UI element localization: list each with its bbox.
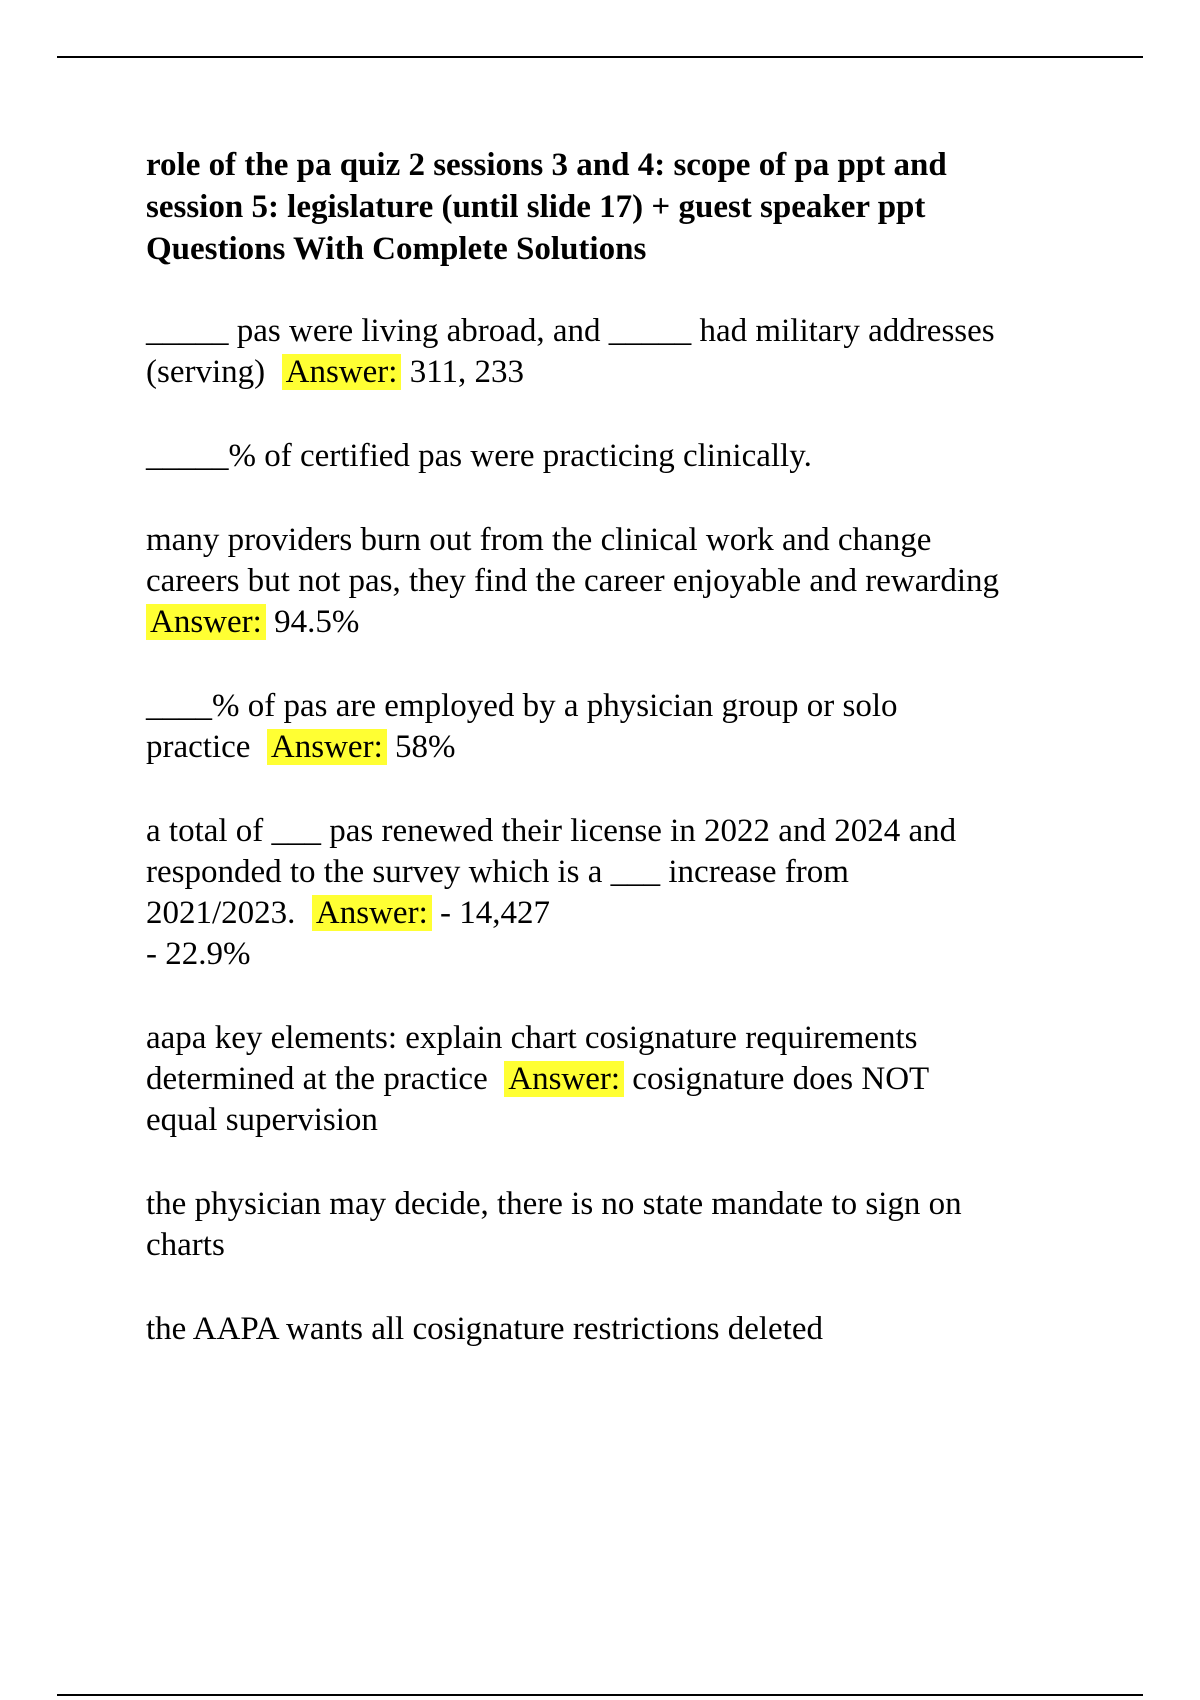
- answer-text: - 22.9%: [146, 936, 251, 972]
- answer-text: 58%: [394, 729, 456, 765]
- answer-line: [146, 602, 1106, 643]
- answer-label: Answer:: [504, 1061, 624, 1097]
- question-text: a total of ___ pas renewed their license in 2022 and 2024 and: [146, 813, 957, 849]
- document-title: [146, 144, 1106, 270]
- footer-rule: [57, 1694, 1143, 1696]
- answer-text: equal supervision: [146, 1102, 378, 1138]
- question-text: many providers burn out from the clinical work and change: [146, 522, 932, 558]
- answer-text: 311, 233: [409, 354, 524, 390]
- question-text: practice: [146, 729, 251, 765]
- question-answer-line: [146, 893, 1106, 934]
- title-line: session 5: legislature (until slide 17) + guest speaker ppt: [146, 189, 926, 225]
- answer-text: 94.5%: [274, 604, 360, 640]
- answer-label: Answer:: [282, 354, 402, 390]
- header-rule: [57, 56, 1143, 58]
- question-text: responded to the survey which is a ___ increase from: [146, 854, 849, 890]
- answer-text: - 14,427: [439, 895, 550, 931]
- answer-label: Answer:: [312, 895, 432, 931]
- qa-item: [146, 311, 1106, 393]
- answer-label: Answer:: [267, 729, 387, 765]
- question-answer-line: [146, 352, 1106, 393]
- qa-item: [146, 686, 1106, 768]
- qa-item: [146, 1018, 1106, 1141]
- title-line: Questions With Complete Solutions: [146, 231, 647, 267]
- qa-item: [146, 520, 1106, 643]
- question-text: determined at the practice: [146, 1061, 488, 1097]
- question-text: ____% of pas are employed by a physician group or solo: [146, 688, 898, 724]
- question-text: 2021/2023.: [146, 895, 296, 931]
- question-text: careers but not pas, they find the career enjoyable and rewarding: [146, 563, 1000, 599]
- question-text: (serving): [146, 354, 266, 390]
- question-answer-line: [146, 727, 1106, 768]
- question-text: the AAPA wants all cosignature restrictions deleted: [146, 1311, 823, 1347]
- qa-item: [146, 436, 1106, 477]
- question-text: charts: [146, 1227, 225, 1263]
- question-answer-line: [146, 1059, 1106, 1100]
- qa-item: [146, 1309, 1106, 1350]
- answer-text: cosignature does NOT: [632, 1061, 930, 1097]
- qa-item: [146, 1184, 1106, 1266]
- answer-label: Answer:: [146, 604, 266, 640]
- question-text: the physician may decide, there is no state mandate to sign on: [146, 1186, 962, 1222]
- question-text: aapa key elements: explain chart cosignature requirements: [146, 1020, 918, 1056]
- document-body: [146, 144, 1106, 1393]
- title-line: role of the pa quiz 2 sessions 3 and 4: scope of pa ppt and: [146, 147, 947, 183]
- question-text: _____ pas were living abroad, and _____ had military addresses: [146, 313, 995, 349]
- qa-item: [146, 811, 1106, 975]
- question-text: _____% of certified pas were practicing clinically.: [146, 438, 812, 474]
